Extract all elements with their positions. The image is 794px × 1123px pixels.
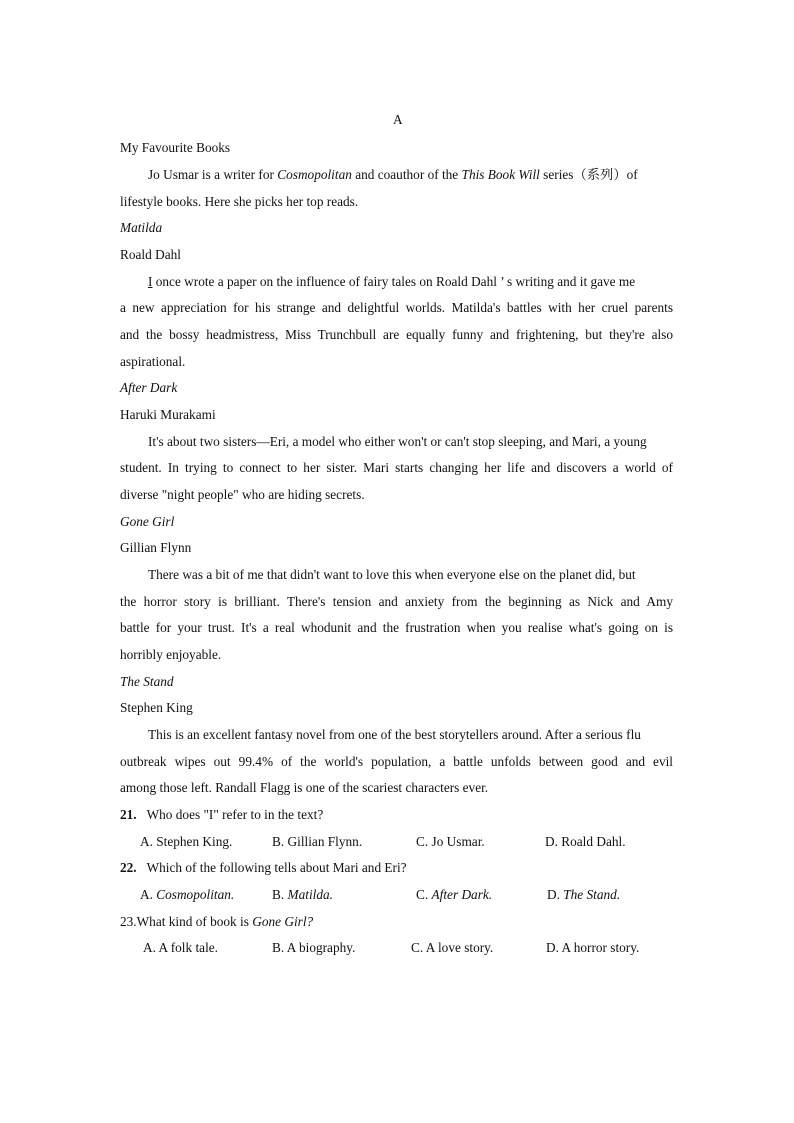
option-letter: A.	[143, 940, 156, 955]
option-a[interactable]	[143, 939, 218, 957]
option-b[interactable]	[272, 833, 362, 851]
book-title: Matilda	[120, 220, 163, 235]
series-name: This Book Will	[461, 167, 540, 182]
book-author: Haruki Murakami	[120, 407, 216, 422]
option-text: A horror story.	[561, 940, 640, 955]
review-line: student. In trying to connect to her sister. Mari starts changing her life and discovers a world of	[120, 460, 673, 475]
option-a[interactable]	[140, 833, 232, 851]
review-line: There was a bit of me that didn't want to love this when everyone else on the planet did, but	[148, 567, 636, 582]
option-letter: A.	[140, 887, 153, 902]
option-text: A love story.	[425, 940, 494, 955]
option-c[interactable]	[411, 939, 493, 957]
book-title: The Stand	[120, 674, 174, 689]
option-letter: A.	[140, 834, 153, 849]
option-text: Stephen King.	[156, 834, 233, 849]
option-a[interactable]	[140, 886, 234, 904]
question-22	[120, 859, 407, 877]
review-line: the horror story is brilliant. There's tension and anxiety from the beginning as Nick and Amy	[120, 594, 673, 609]
review-line: aspirational.	[120, 354, 186, 369]
option-letter: D.	[545, 834, 558, 849]
passage-letter: A	[393, 112, 403, 127]
option-text: Matilda.	[287, 887, 333, 902]
question-21	[120, 806, 323, 824]
option-letter: C.	[416, 887, 429, 902]
review-line: This is an excellent fantasy novel from one of the best storytellers around. After a serious flu	[148, 727, 641, 742]
option-letter: B.	[272, 834, 285, 849]
review-line	[148, 273, 635, 291]
book-title: Gone Girl	[120, 514, 175, 529]
intro-line-1	[148, 166, 638, 184]
review-text: once wrote a paper on the influence of fairy tales on Roald Dahl ’ s writing and it gave me	[152, 274, 636, 289]
option-d[interactable]	[546, 939, 639, 957]
option-d[interactable]	[547, 886, 620, 904]
review-first-letter: I	[148, 274, 153, 289]
option-letter: B.	[272, 940, 285, 955]
intro-line-2: lifestyle books. Here she picks her top reads.	[120, 194, 359, 209]
book-author: Stephen King	[120, 700, 193, 715]
question-number: 21.	[120, 807, 137, 822]
review-line: horribly enjoyable.	[120, 647, 222, 662]
option-text: Jo Usmar.	[431, 834, 485, 849]
option-letter: D.	[547, 887, 560, 902]
option-d[interactable]	[545, 833, 626, 851]
option-letter: D.	[546, 940, 559, 955]
review-line: outbreak wipes out 99.4% of the world's population, a battle unfolds between good and evil	[120, 754, 673, 769]
option-text: A biography.	[286, 940, 356, 955]
question-number: 22.	[120, 860, 137, 875]
book-title: After Dark	[120, 380, 178, 395]
option-letter: C.	[411, 940, 424, 955]
magazine-name: Cosmopolitan	[277, 167, 352, 182]
question-number: 23.	[120, 914, 137, 929]
intro-text: series（系列）of	[539, 167, 638, 182]
question-stem: Who does "I" refer to in the text?	[146, 807, 324, 822]
option-b[interactable]	[272, 939, 355, 957]
option-c[interactable]	[416, 886, 492, 904]
intro-text: and coauthor of the	[351, 167, 462, 182]
option-text: A folk tale.	[158, 940, 218, 955]
review-line: diverse "night people" who are hiding secrets.	[120, 487, 365, 502]
option-text: Roald Dahl.	[561, 834, 626, 849]
book-author: Roald Dahl	[120, 247, 181, 262]
intro-text: Jo Usmar is a writer for	[148, 167, 278, 182]
option-letter: B.	[272, 887, 285, 902]
option-text: After Dark.	[431, 887, 493, 902]
option-b[interactable]	[272, 886, 333, 904]
book-author: Gillian Flynn	[120, 540, 192, 555]
question-23	[120, 913, 313, 931]
review-line: and the bossy headmistress, Miss Trunchbull are equally funny and frightening, but they're also	[120, 327, 673, 342]
question-stem: Which of the following tells about Mari and Eri?	[146, 860, 407, 875]
option-letter: C.	[416, 834, 429, 849]
review-line: among those left. Randall Flagg is one of the scariest characters ever.	[120, 780, 489, 795]
option-text: Gillian Flynn.	[287, 834, 363, 849]
question-stem-book: Gone Girl?	[252, 914, 314, 929]
review-line: a new appreciation for his strange and delightful worlds. Matilda's battles with her cruel parents	[120, 300, 673, 315]
passage-title: My Favourite Books	[120, 140, 231, 155]
review-line: It's about two sisters—Eri, a model who either won't or can't stop sleeping, and Mari, a young	[148, 434, 647, 449]
review-line: battle for your trust. It's a real whodunit and the frustration when you realise what's going on is	[120, 620, 673, 635]
option-text: Cosmopolitan.	[156, 887, 235, 902]
question-stem: What kind of book is	[136, 914, 253, 929]
option-text: The Stand.	[563, 887, 621, 902]
option-c[interactable]	[416, 833, 485, 851]
